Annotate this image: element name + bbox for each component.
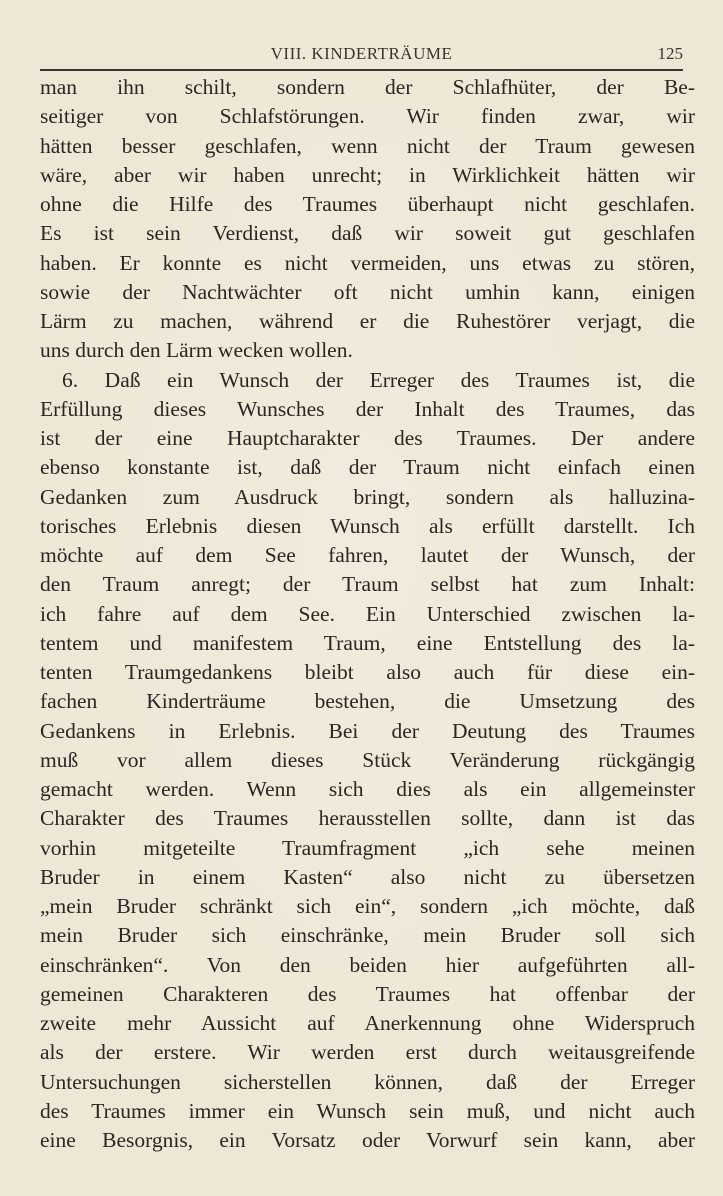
text-line: uns durch den Lärm wecken wollen.: [40, 338, 353, 363]
text-line: sowie der Nachtwächter oft nicht umhin kann, einigen: [40, 279, 695, 304]
text-line: ebenso konstante ist, daß der Traum nicht einfach einen: [40, 455, 695, 480]
text-line: einschränken“. Von den beiden hier aufgeführten all-: [40, 952, 695, 977]
text-line: als der erstere. Wir werden erst durch weitausgreifende: [40, 1040, 695, 1065]
running-head: [40, 40, 683, 70]
paragraph-start-line: 6. Daß ein Wunsch der Erreger des Traumes ist, die: [62, 367, 695, 392]
text-line: den Traum anregt; der Traum selbst hat zum Inhalt:: [40, 572, 695, 597]
text-line: zweite mehr Aussicht auf Anerkennung ohne Widerspruch: [40, 1011, 695, 1035]
text-line: mein Bruder sich einschränke, mein Bruder soll sich: [40, 923, 695, 948]
body-text: [40, 73, 695, 1155]
text-line: Lärm zu machen, während er die Ruhestörer verjagt, die: [40, 309, 695, 333]
text-line: fachen Kinderträume bestehen, die Umsetzung des: [40, 689, 695, 714]
header-rule: [40, 69, 683, 71]
text-line: des Traumes immer ein Wunsch sein muß, und nicht auch: [40, 1098, 695, 1123]
text-line: gemeinen Charakteren des Traumes hat offenbar der: [40, 981, 695, 1006]
text-line: hätten besser geschlafen, wenn nicht der Traum gewesen: [40, 133, 695, 158]
text-line: gemacht werden. Wenn sich dies als ein allgemeinster: [40, 777, 695, 801]
text-line: seitiger von Schlafstörungen. Wir finden zwar, wir: [40, 104, 695, 129]
text-line: möchte auf dem See fahren, lautet der Wunsch, der: [40, 543, 695, 567]
text-line: „mein Bruder schränkt sich ein“, sondern „ich möchte, daß: [40, 894, 695, 918]
page-number: 125: [657, 44, 683, 63]
text-line: Gedanken zum Ausdruck bringt, sondern als halluzina-: [40, 484, 695, 509]
text-line: Charakter des Traumes herausstellen sollte, dann ist das: [40, 806, 695, 831]
text-line: haben. Er konnte es nicht vermeiden, uns etwas zu stören,: [40, 250, 695, 275]
text-line: tenten Traumgedankens bleibt also auch für diese ein-: [40, 660, 695, 684]
text-line: Gedankens in Erlebnis. Bei der Deutung des Traumes: [40, 718, 695, 743]
text-line: Bruder in einem Kasten“ also nicht zu übersetzen: [40, 864, 695, 889]
text-line: tentem und manifestem Traum, eine Entstellung des la-: [40, 630, 695, 655]
text-line: ich fahre auf dem See. Ein Unterschied zwischen la-: [40, 601, 695, 626]
chapter-title: VIII. KINDERTRÄUME: [270, 44, 453, 63]
text-line: muß vor allem dieses Stück Veränderung rückgängig: [40, 747, 695, 772]
text-line: Untersuchungen sicherstellen können, daß der Erreger: [40, 1069, 695, 1094]
text-line: wäre, aber wir haben unrecht; in Wirklichkeit hätten wir: [40, 162, 695, 187]
text-line: Es ist sein Verdienst, daß wir soweit gut geschlafen: [40, 221, 695, 246]
text-line: Erfüllung dieses Wunsches der Inhalt des Traumes, das: [40, 396, 695, 421]
text-line: torisches Erlebnis diesen Wunsch als erfüllt darstellt. Ich: [40, 513, 695, 538]
text-line: ohne die Hilfe des Traumes überhaupt nicht geschlafen.: [40, 192, 695, 216]
text-line: man ihn schilt, sondern der Schlafhüter, der Be-: [40, 75, 695, 99]
text-line: vorhin mitgeteilte Traumfragment „ich sehe meinen: [40, 835, 695, 860]
text-line: ist der eine Hauptcharakter des Traumes. Der andere: [40, 426, 695, 450]
text-line: eine Besorgnis, ein Vorsatz oder Vorwurf sein kann, aber: [40, 1128, 695, 1152]
